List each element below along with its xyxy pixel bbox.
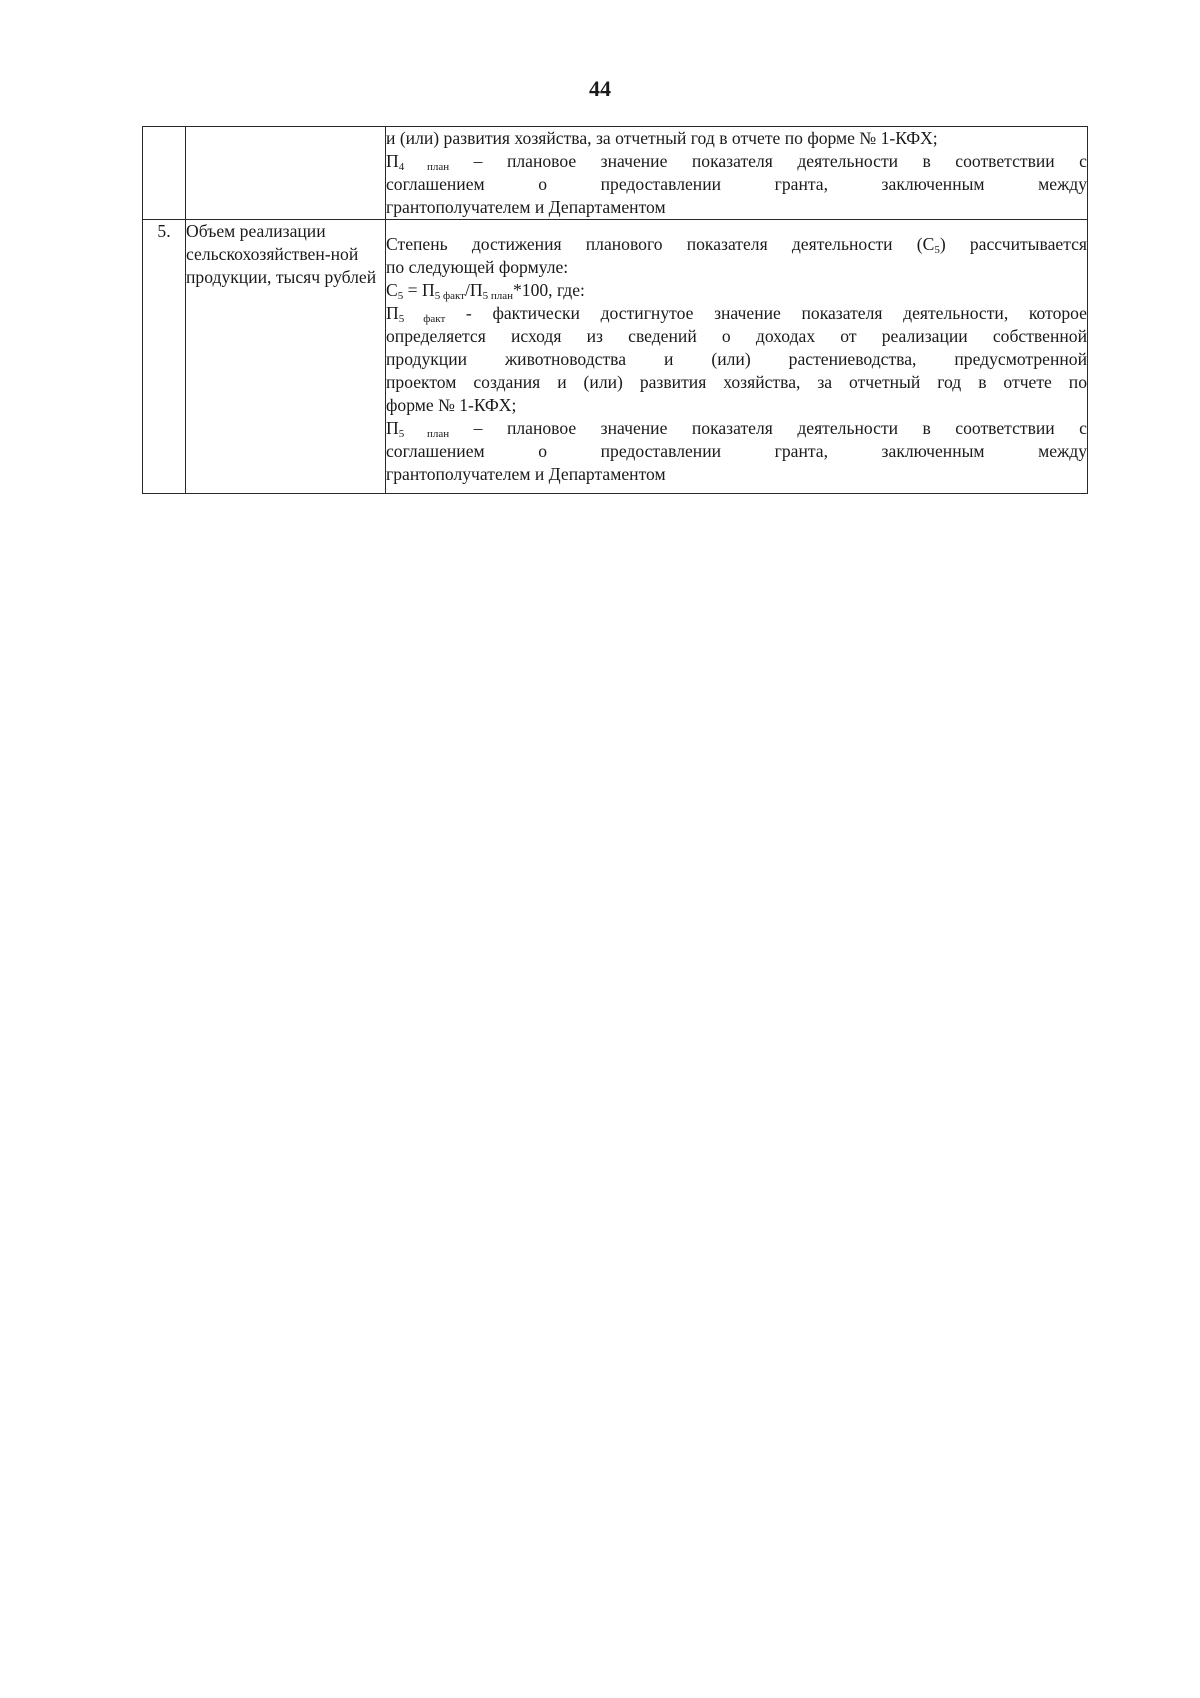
fact-def-line3: продукции животноводства и (или) растениеводства, предусмотренной (386, 349, 1087, 369)
p4-sub: план (427, 161, 450, 173)
formula-div: /П (464, 280, 483, 300)
fact-symbol: П (386, 303, 399, 323)
intro-text-a: Степень достижения планового показателя деятельности (C (386, 234, 935, 254)
plan-def-line3: грантополучателем и Департаментом (386, 464, 666, 484)
p4-index: 4 (398, 161, 405, 173)
plan-sub: план (427, 428, 450, 440)
formula-eq: = П (403, 280, 435, 300)
plan-def-line1: – плановое значение показателя деятельности в соответствии с (449, 418, 1087, 438)
p4-sub-space (404, 161, 427, 173)
cell-calculation-continued (386, 127, 1088, 220)
fact-def-line2: определяется исходя из сведений о доходах от реализации собственной (386, 326, 1087, 346)
p4-def-start: – плановое значение показателя деятельности в соответствии с (449, 151, 1087, 171)
formula (386, 279, 1087, 302)
table-row-continued (143, 127, 1088, 220)
intro-line1 (386, 233, 1087, 256)
plan-def-line2: соглашением о предоставлении гранта, заключенным между (386, 441, 1087, 461)
p4-symbol: П (386, 151, 399, 171)
intro-sub: 5 (934, 244, 940, 256)
fact-sub-space (404, 313, 423, 325)
cell-calculation (386, 220, 1088, 494)
fact-definition (386, 302, 1087, 325)
p4-def-line2: соглашением о предоставлении гранта, заключенным между (386, 174, 1087, 194)
row-number: 5. (143, 220, 186, 494)
p4-def-line3: грантополучателем и Департаментом (386, 197, 666, 217)
fact-def-line4: проектом создания и (или) развития хозяйства, за отчетный год в отчете по (386, 372, 1087, 392)
cell-name-empty (186, 127, 386, 220)
formula-tail: *100, где: (512, 280, 585, 300)
fact-sub: факт (423, 313, 446, 325)
plan-definition (386, 417, 1087, 440)
formula-fact-sub: 5 факт (434, 290, 465, 302)
indicator-name: Объем реализации сельскохозяйствен-ной продукции, тысяч рублей (186, 220, 386, 494)
cell-number-empty (143, 127, 186, 220)
formula-lhs: C (386, 280, 398, 300)
fact-def-line1: - фактически достигнутое значение показателя деятельности, которое (445, 303, 1087, 323)
fact-index: 5 (398, 313, 405, 325)
fact-def-line5: форме № 1-КФХ; (386, 395, 517, 415)
table-row-5 (143, 220, 1088, 494)
formula-lhs-sub: 5 (397, 290, 404, 302)
plan-index: 5 (398, 428, 405, 440)
p4-plan-definition (386, 150, 1087, 173)
formula-plan-sub: 5 план (482, 290, 513, 302)
plan-sub-space (404, 428, 427, 440)
indicators-table (142, 126, 1088, 494)
plan-symbol: П (386, 418, 399, 438)
continued-line: и (или) развития хозяйства, за отчетный год в отчете по форме № 1-КФХ; (386, 128, 938, 148)
intro-text-b: ) рассчитывается (939, 234, 1087, 254)
intro-line2: по следующей формуле: (386, 257, 569, 277)
page-number: 44 (589, 76, 611, 101)
